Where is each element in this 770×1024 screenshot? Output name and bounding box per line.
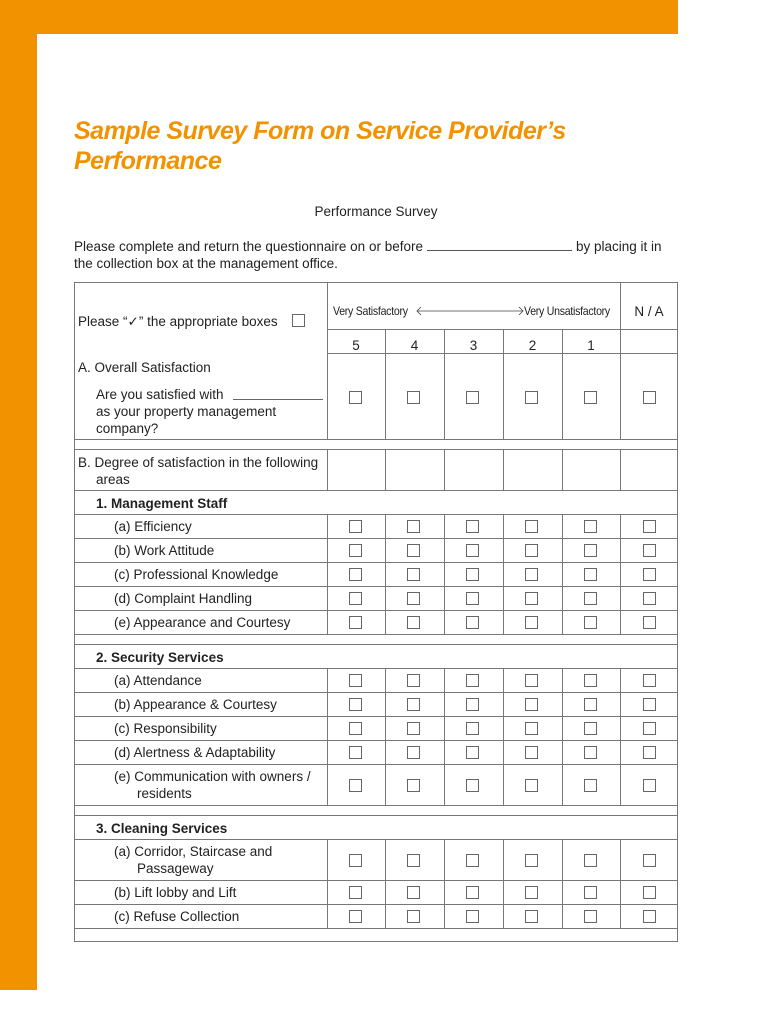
- section-a-question-line3: company?: [96, 421, 159, 436]
- group-3-item-c-checkbox-3[interactable]: [466, 910, 479, 923]
- na-label: N / A: [634, 304, 664, 319]
- column-divider: [620, 904, 621, 928]
- row-divider: [75, 562, 677, 563]
- group-heading-divider: [75, 839, 677, 840]
- column-divider: [620, 740, 621, 764]
- group-2-item-b-label: (b) Appearance & Courtesy: [114, 697, 277, 712]
- column-divider: [385, 562, 386, 586]
- sample-checkbox: [292, 314, 305, 327]
- group-2-item-e-label: (e) Communication with owners /: [114, 769, 311, 784]
- group-2-item-b-checkbox-3[interactable]: [466, 698, 479, 711]
- group-1-item-e-checkbox-3[interactable]: [466, 616, 479, 629]
- group-1-item-a-checkbox-3[interactable]: [466, 520, 479, 533]
- group-1-item-e-checkbox-na[interactable]: [643, 616, 656, 629]
- group-2-item-b-checkbox-na[interactable]: [643, 698, 656, 711]
- group-2-heading: 2. Security Services: [96, 650, 224, 665]
- intro-part-1: Please complete and return the questionnaire on or before: [74, 239, 423, 254]
- column-divider: [503, 740, 504, 764]
- section-b-header-bottom: [75, 490, 677, 491]
- column-divider: [503, 586, 504, 610]
- group-2-item-d-checkbox-5[interactable]: [349, 746, 362, 759]
- group-1-item-a-checkbox-1[interactable]: [584, 520, 597, 533]
- column-divider: [620, 283, 621, 439]
- column-divider: [327, 716, 328, 740]
- column-divider: [327, 764, 328, 805]
- column-divider: [385, 692, 386, 716]
- group-1-item-c-checkbox-4[interactable]: [407, 568, 420, 581]
- column-divider: [503, 904, 504, 928]
- group-2-item-b-checkbox-5[interactable]: [349, 698, 362, 711]
- row-divider: [75, 880, 677, 881]
- group-1-item-b-checkbox-1[interactable]: [584, 544, 597, 557]
- column-divider: [444, 740, 445, 764]
- column-divider: [620, 668, 621, 692]
- group-2-item-a-checkbox-4[interactable]: [407, 674, 420, 687]
- column-divider: [562, 740, 563, 764]
- column-divider: [562, 716, 563, 740]
- column-divider: [503, 538, 504, 562]
- column-divider: [562, 586, 563, 610]
- group-3-item-a-label-cont: Passageway: [137, 861, 214, 876]
- column-divider: [503, 668, 504, 692]
- group-2-item-e-checkbox-5[interactable]: [349, 779, 362, 792]
- group-1-item-e-checkbox-2[interactable]: [525, 616, 538, 629]
- column-divider: [327, 904, 328, 928]
- row-divider: [75, 716, 677, 717]
- row-divider: [75, 904, 677, 905]
- group-spacer-divider: [75, 644, 677, 645]
- group-2-item-b-checkbox-4[interactable]: [407, 698, 420, 711]
- group-1-item-e-checkbox-4[interactable]: [407, 616, 420, 629]
- group-2-item-d-checkbox-1[interactable]: [584, 746, 597, 759]
- column-divider: [620, 538, 621, 562]
- column-divider: [327, 514, 328, 538]
- group-1-item-a-label: (a) Efficiency: [114, 519, 192, 534]
- group-3-item-a-checkbox-3[interactable]: [466, 854, 479, 867]
- group-3-item-b-checkbox-3[interactable]: [466, 886, 479, 899]
- column-divider: [562, 692, 563, 716]
- group-2-item-c-checkbox-1[interactable]: [584, 722, 597, 735]
- intro-part-3: the collection box at the management office.: [74, 256, 338, 271]
- group-3-item-c-label: (c) Refuse Collection: [114, 909, 240, 924]
- group-1-item-d-checkbox-3[interactable]: [466, 592, 479, 605]
- group-2-item-c-checkbox-na[interactable]: [643, 722, 656, 735]
- group-1-item-e-checkbox-1[interactable]: [584, 616, 597, 629]
- column-divider: [444, 716, 445, 740]
- group-2-item-b-checkbox-2[interactable]: [525, 698, 538, 711]
- column-divider: [503, 610, 504, 634]
- group-2-item-d-checkbox-2[interactable]: [525, 746, 538, 759]
- column-divider: [444, 449, 445, 490]
- column-divider: [562, 668, 563, 692]
- group-1-item-a-checkbox-5[interactable]: [349, 520, 362, 533]
- column-divider: [620, 839, 621, 880]
- group-1-item-b-checkbox-3[interactable]: [466, 544, 479, 557]
- row-divider: [75, 692, 677, 693]
- group-3-item-b-checkbox-4[interactable]: [407, 886, 420, 899]
- column-divider: [562, 610, 563, 634]
- column-divider: [444, 904, 445, 928]
- column-divider: [562, 514, 563, 538]
- group-3-item-c-checkbox-2[interactable]: [525, 910, 538, 923]
- group-2-item-a-checkbox-na[interactable]: [643, 674, 656, 687]
- group-3-item-c-checkbox-5[interactable]: [349, 910, 362, 923]
- column-divider: [503, 692, 504, 716]
- group-3-item-c-checkbox-na[interactable]: [643, 910, 656, 923]
- overall-satisfaction-checkbox-2[interactable]: [525, 391, 538, 404]
- column-divider: [620, 692, 621, 716]
- section-b-title-line1: B. Degree of satisfaction in the following: [78, 455, 319, 470]
- group-2-item-d-checkbox-3[interactable]: [466, 746, 479, 759]
- group-3-item-a-checkbox-5[interactable]: [349, 854, 362, 867]
- group-3-heading: 3. Cleaning Services: [96, 821, 228, 836]
- row-divider: [75, 610, 677, 611]
- group-1-item-e-checkbox-5[interactable]: [349, 616, 362, 629]
- title-line-1: Sample Survey Form on Service Provider’s: [74, 117, 566, 145]
- top-accent-bar: [37, 0, 678, 34]
- group-2-item-e-checkbox-na[interactable]: [643, 779, 656, 792]
- column-divider: [562, 904, 563, 928]
- column-divider: [620, 449, 621, 490]
- column-divider: [444, 514, 445, 538]
- column-divider: [444, 538, 445, 562]
- group-1-item-c-checkbox-2[interactable]: [525, 568, 538, 581]
- column-divider: [385, 880, 386, 904]
- overall-satisfaction-checkbox-3[interactable]: [466, 391, 479, 404]
- column-divider: [327, 283, 328, 439]
- group-1-item-d-checkbox-1[interactable]: [584, 592, 597, 605]
- column-divider: [620, 514, 621, 538]
- column-divider: [385, 740, 386, 764]
- intro-part-2: by placing it in: [575, 239, 662, 254]
- section-a-title: A. Overall Satisfaction: [78, 360, 211, 375]
- group-1-item-c-checkbox-1[interactable]: [584, 568, 597, 581]
- survey-subtitle: Performance Survey: [314, 204, 438, 219]
- column-divider: [385, 839, 386, 880]
- group-2-item-c-checkbox-4[interactable]: [407, 722, 420, 735]
- column-divider: [503, 839, 504, 880]
- group-1-item-e-label: (e) Appearance and Courtesy: [114, 615, 291, 630]
- column-divider: [503, 514, 504, 538]
- row-divider: [75, 805, 677, 806]
- group-heading-divider: [75, 514, 677, 515]
- survey-table: [74, 282, 678, 942]
- group-1-item-a-checkbox-na[interactable]: [643, 520, 656, 533]
- scale-left-label: Very Satisfactory: [333, 304, 408, 318]
- group-3-item-a-label: (a) Corridor, Staircase and: [114, 844, 273, 859]
- group-2-item-a-checkbox-5[interactable]: [349, 674, 362, 687]
- instruction-post: ” the appropriate boxes: [138, 314, 278, 329]
- group-1-item-d-label: (d) Complaint Handling: [114, 591, 253, 606]
- column-divider: [562, 562, 563, 586]
- column-divider: [562, 538, 563, 562]
- group-1-item-a-checkbox-4[interactable]: [407, 520, 420, 533]
- group-2-item-e-checkbox-4[interactable]: [407, 779, 420, 792]
- group-2-item-c-label: (c) Responsibility: [114, 721, 217, 736]
- row-divider: [75, 538, 677, 539]
- section-a-bottom: [75, 439, 677, 440]
- group-2-item-c-checkbox-3[interactable]: [466, 722, 479, 735]
- group-3-item-b-checkbox-5[interactable]: [349, 886, 362, 899]
- group-1-heading: 1. Management Staff: [96, 496, 228, 511]
- column-divider: [444, 692, 445, 716]
- group-1-item-b-label: (b) Work Attitude: [114, 543, 215, 558]
- column-divider: [385, 538, 386, 562]
- column-divider: [620, 586, 621, 610]
- group-3-item-b-checkbox-1[interactable]: [584, 886, 597, 899]
- group-3-item-b-checkbox-na[interactable]: [643, 886, 656, 899]
- group-1-item-c-label: (c) Professional Knowledge: [114, 567, 279, 582]
- column-divider: [385, 904, 386, 928]
- group-3-item-a-checkbox-4[interactable]: [407, 854, 420, 867]
- column-divider: [444, 764, 445, 805]
- group-2-item-b-checkbox-1[interactable]: [584, 698, 597, 711]
- group-2-item-e-checkbox-2[interactable]: [525, 779, 538, 792]
- check-mark-icon: ✓: [127, 314, 139, 329]
- group-1-item-c-checkbox-5[interactable]: [349, 568, 362, 581]
- column-divider: [327, 668, 328, 692]
- group-1-item-c-checkbox-na[interactable]: [643, 568, 656, 581]
- group-3-item-b-label: (b) Lift lobby and Lift: [114, 885, 237, 900]
- rating-5: 5: [352, 338, 360, 353]
- intro-text: [74, 238, 678, 272]
- column-divider: [503, 562, 504, 586]
- scale-right-label: Very Unsatisfactory: [524, 304, 610, 318]
- column-divider: [444, 586, 445, 610]
- group-1-item-b-checkbox-5[interactable]: [349, 544, 362, 557]
- column-divider: [503, 716, 504, 740]
- group-3-item-b-checkbox-2[interactable]: [525, 886, 538, 899]
- column-divider: [385, 586, 386, 610]
- column-divider: [327, 586, 328, 610]
- group-1-item-d-checkbox-4[interactable]: [407, 592, 420, 605]
- column-divider: [444, 562, 445, 586]
- group-3-item-a-checkbox-2[interactable]: [525, 854, 538, 867]
- rating-3: 3: [469, 338, 478, 353]
- group-1-item-a-checkbox-2[interactable]: [525, 520, 538, 533]
- column-divider: [620, 562, 621, 586]
- section-b-title-line2: areas: [96, 472, 130, 487]
- group-3-item-a-checkbox-1[interactable]: [584, 854, 597, 867]
- row-divider: [75, 634, 677, 635]
- group-1-item-b-checkbox-4[interactable]: [407, 544, 420, 557]
- column-divider: [327, 538, 328, 562]
- rating-1: 1: [587, 338, 595, 353]
- column-divider: [444, 880, 445, 904]
- column-divider: [385, 610, 386, 634]
- group-2-item-a-checkbox-3[interactable]: [466, 674, 479, 687]
- instruction-pre: Please “: [78, 314, 128, 329]
- group-spacer-divider: [75, 815, 677, 816]
- column-divider: [620, 880, 621, 904]
- column-divider: [620, 610, 621, 634]
- group-2-item-a-label: (a) Attendance: [114, 673, 202, 688]
- column-divider: [620, 764, 621, 805]
- column-divider: [327, 562, 328, 586]
- group-1-item-d-checkbox-2[interactable]: [525, 592, 538, 605]
- column-divider: [327, 692, 328, 716]
- group-1-item-c-checkbox-3[interactable]: [466, 568, 479, 581]
- row-divider: [75, 764, 677, 765]
- group-1-item-b-checkbox-2[interactable]: [525, 544, 538, 557]
- group-2-item-a-checkbox-1[interactable]: [584, 674, 597, 687]
- overall-satisfaction-checkbox-1[interactable]: [584, 391, 597, 404]
- group-2-item-d-checkbox-4[interactable]: [407, 746, 420, 759]
- group-3-item-c-checkbox-1[interactable]: [584, 910, 597, 923]
- group-heading-divider: [75, 668, 677, 669]
- overall-satisfaction-checkbox-na[interactable]: [643, 391, 656, 404]
- column-divider: [327, 610, 328, 634]
- instruction-text: [78, 313, 278, 330]
- column-divider: [385, 449, 386, 490]
- column-divider: [620, 716, 621, 740]
- column-divider: [327, 839, 328, 880]
- column-divider: [327, 449, 328, 490]
- section-a-question-line2: as your property management: [96, 404, 277, 419]
- group-2-item-a-checkbox-2[interactable]: [525, 674, 538, 687]
- section-a-question-line1: Are you satisfied with: [96, 387, 224, 402]
- column-divider: [327, 880, 328, 904]
- column-divider: [503, 449, 504, 490]
- column-divider: [385, 716, 386, 740]
- group-2-item-e-checkbox-3[interactable]: [466, 779, 479, 792]
- column-divider: [444, 839, 445, 880]
- property-manager-blank[interactable]: [233, 399, 323, 400]
- column-divider: [385, 764, 386, 805]
- column-divider: [444, 610, 445, 634]
- column-divider: [562, 839, 563, 880]
- column-divider: [327, 740, 328, 764]
- left-accent-bar: [0, 0, 37, 990]
- group-2-item-c-checkbox-5[interactable]: [349, 722, 362, 735]
- overall-satisfaction-checkbox-5[interactable]: [349, 391, 362, 404]
- group-1-item-d-checkbox-na[interactable]: [643, 592, 656, 605]
- group-2-item-d-checkbox-na[interactable]: [643, 746, 656, 759]
- column-divider: [503, 764, 504, 805]
- group-1-item-b-checkbox-na[interactable]: [643, 544, 656, 557]
- row-divider: [75, 586, 677, 587]
- group-2-item-e-label-cont: residents: [137, 786, 192, 801]
- group-1-item-d-checkbox-5[interactable]: [349, 592, 362, 605]
- section-b-top: [75, 449, 677, 450]
- column-divider: [562, 880, 563, 904]
- overall-satisfaction-checkbox-4[interactable]: [407, 391, 420, 404]
- column-divider: [562, 764, 563, 805]
- group-2-item-e-checkbox-1[interactable]: [584, 779, 597, 792]
- group-3-item-c-checkbox-4[interactable]: [407, 910, 420, 923]
- group-3-item-a-checkbox-na[interactable]: [643, 854, 656, 867]
- row-divider: [75, 740, 677, 741]
- column-divider: [385, 514, 386, 538]
- page-title: [74, 116, 634, 176]
- header-divider: [327, 329, 677, 330]
- row-divider: [75, 928, 677, 929]
- column-divider: [562, 449, 563, 490]
- title-line-2: Performance: [74, 147, 222, 175]
- rating-4: 4: [410, 338, 419, 353]
- group-2-item-c-checkbox-2[interactable]: [525, 722, 538, 735]
- return-date-blank[interactable]: [427, 249, 572, 251]
- column-divider: [444, 668, 445, 692]
- scale-arrow-icon: [415, 305, 525, 317]
- column-divider: [385, 668, 386, 692]
- group-2-item-d-label: (d) Alertness & Adaptability: [114, 745, 276, 760]
- rating-2: 2: [528, 338, 537, 353]
- column-divider: [503, 880, 504, 904]
